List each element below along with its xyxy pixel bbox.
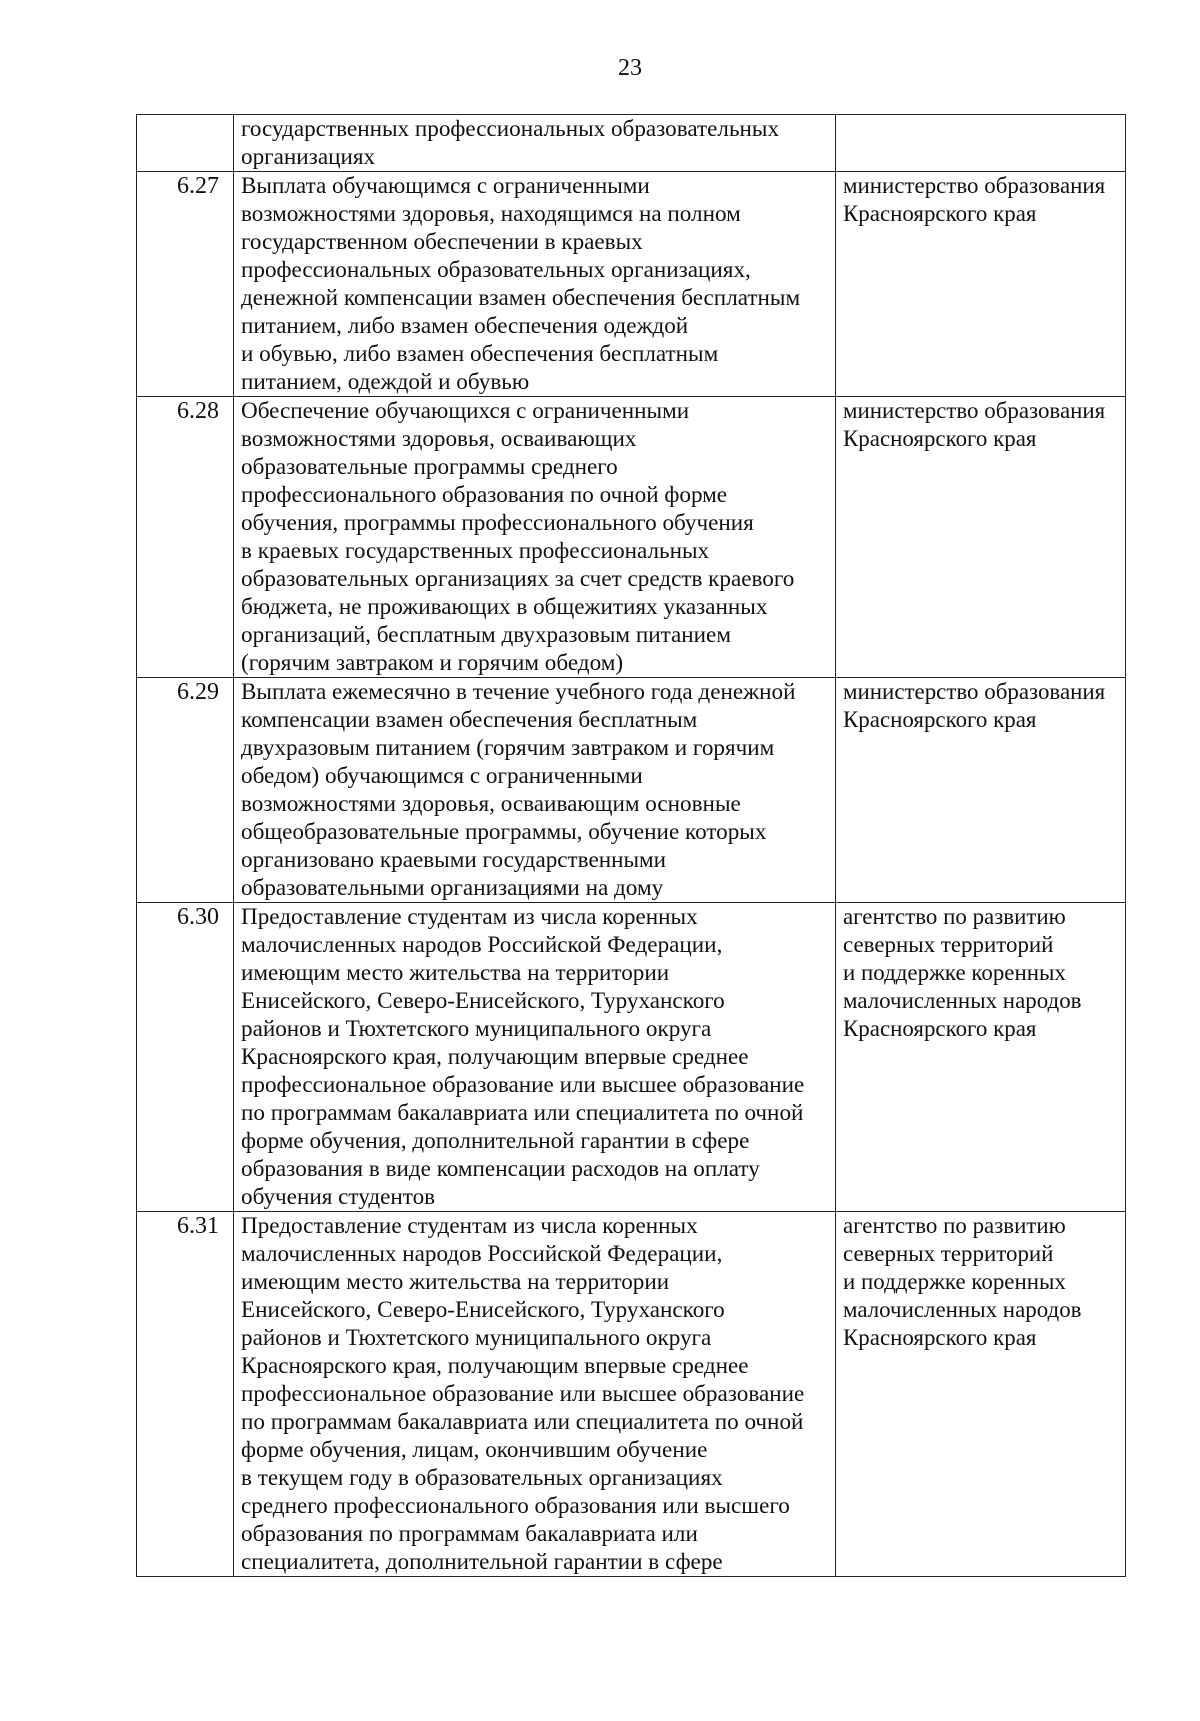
description-line: Енисейского, Северо-Енисейского, Туруханского [241, 988, 725, 1014]
measure-description [234, 678, 836, 903]
agency-line: министерство образования [843, 398, 1106, 424]
responsible-agency [836, 397, 1126, 678]
description-line: Предоставление студентам из числа коренных [241, 1213, 698, 1239]
measure-description [234, 115, 836, 172]
description-line: организовано краевыми государственными [241, 847, 667, 873]
measures-table [136, 114, 1126, 1577]
agency-line: малочисленных народов [843, 1297, 1082, 1323]
description-line: общеобразовательные программы, обучение которых [241, 819, 767, 845]
description-line: Енисейского, Северо-Енисейского, Туруханского [241, 1297, 725, 1323]
description-line: форме обучения, лицам, окончившим обучение [241, 1437, 708, 1463]
agency-line: агентство по развитию [843, 1213, 1066, 1239]
table-row [137, 172, 1126, 397]
agency-line: Красноярского края [843, 201, 1037, 227]
item-number: 6.30 [137, 903, 234, 1212]
description-line: Красноярского края, получающим впервые среднее [241, 1353, 749, 1379]
description-line: и обувью, либо взамен обеспечения бесплатным [241, 341, 719, 367]
description-line: (горячим завтраком и горячим обедом) [241, 650, 624, 676]
table-row [137, 397, 1126, 678]
description-line: образования по программам бакалавриата или [241, 1521, 698, 1547]
description-line: образовательные программы среднего [241, 454, 618, 480]
item-number: 6.28 [137, 397, 234, 678]
item-number [137, 115, 234, 172]
agency-line: Красноярского края [843, 1325, 1037, 1351]
table-row [137, 1212, 1126, 1577]
agency-line: и поддержке коренных [843, 1269, 1066, 1295]
description-line: малочисленных народов Российской Федерации, [241, 1241, 723, 1267]
description-line: среднего профессионального образования или высшего [241, 1493, 790, 1519]
agency-line: Красноярского края [843, 707, 1037, 733]
item-number: 6.27 [137, 172, 234, 397]
item-number: 6.29 [137, 678, 234, 903]
description-line: по программам бакалавриата или специалитета по очной [241, 1409, 804, 1435]
description-line: в текущем году в образовательных организациях [241, 1465, 723, 1491]
description-line: возможностями здоровья, осваивающим основные [241, 791, 741, 817]
description-line: бюджета, не проживающих в общежитиях указанных [241, 594, 768, 620]
agency-line: агентство по развитию [843, 904, 1066, 930]
description-line: государственном обеспечении в краевых [241, 229, 643, 255]
responsible-agency [836, 172, 1126, 397]
description-line: организаций, бесплатным двухразовым питанием [241, 622, 731, 648]
agency-line: северных территорий [843, 1241, 1054, 1267]
description-line: Предоставление студентам из числа коренных [241, 904, 698, 930]
description-line: профессиональное образование или высшее образование [241, 1381, 805, 1407]
description-line: возможностями здоровья, находящимся на полном [241, 201, 741, 227]
table-row [137, 903, 1126, 1212]
agency-line: Красноярского края [843, 426, 1037, 452]
description-line: по программам бакалавриата или специалитета по очной [241, 1100, 804, 1126]
agency-line: малочисленных народов [843, 988, 1082, 1014]
description-line: Выплата ежемесячно в течение учебного года денежной [241, 679, 796, 705]
description-line: обучения студентов [241, 1184, 436, 1210]
responsible-agency [836, 903, 1126, 1212]
description-line: районов и Тюхтетского муниципального округа [241, 1325, 712, 1351]
description-line: возможностями здоровья, осваивающих [241, 426, 637, 452]
measure-description [234, 903, 836, 1212]
table-row [137, 115, 1126, 172]
description-line: малочисленных народов Российской Федерации, [241, 932, 723, 958]
description-line: специалитета, дополнительной гарантии в сфере [241, 1549, 723, 1575]
agency-line: министерство образования [843, 173, 1106, 199]
description-line: имеющим место жительства на территории [241, 960, 670, 986]
measure-description [234, 172, 836, 397]
description-line: Выплата обучающимся с ограниченными [241, 173, 650, 199]
measure-description [234, 397, 836, 678]
description-line: форме обучения, дополнительной гарантии в сфере [241, 1128, 750, 1154]
description-line: денежной компенсации взамен обеспечения бесплатным [241, 285, 801, 311]
measure-description [234, 1212, 836, 1577]
description-line: образования в виде компенсации расходов на оплату [241, 1156, 760, 1182]
description-line: в краевых государственных профессиональных [241, 538, 710, 564]
description-line: Красноярского края, получающим впервые среднее [241, 1044, 749, 1070]
description-line: профессиональных образовательных организациях, [241, 257, 751, 283]
description-line: обедом) обучающимся с ограниченными [241, 763, 643, 789]
description-line: профессиональное образование или высшее образование [241, 1072, 805, 1098]
description-line: образовательных организациях за счет средств краевого [241, 566, 795, 592]
description-line: районов и Тюхтетского муниципального округа [241, 1016, 712, 1042]
description-line: питанием, одеждой и обувью [241, 369, 530, 395]
description-line: профессионального образования по очной форме [241, 482, 728, 508]
agency-line: и поддержке коренных [843, 960, 1066, 986]
description-line: организациях [241, 144, 376, 170]
responsible-agency [836, 115, 1126, 172]
agency-line: министерство образования [843, 679, 1106, 705]
description-line: Обеспечение обучающихся с ограниченными [241, 398, 690, 424]
description-line: обучения, программы профессионального обучения [241, 510, 754, 536]
page-number: 23 [618, 55, 642, 81]
description-line: компенсации взамен обеспечения бесплатным [241, 707, 698, 733]
agency-line: северных территорий [843, 932, 1054, 958]
item-number: 6.31 [137, 1212, 234, 1577]
description-line: имеющим место жительства на территории [241, 1269, 670, 1295]
description-line: двухразовым питанием (горячим завтраком и горячим [241, 735, 775, 761]
description-line: образовательными организациями на дому [241, 875, 664, 901]
responsible-agency [836, 1212, 1126, 1577]
responsible-agency [836, 678, 1126, 903]
table-body [137, 115, 1126, 1577]
description-line: государственных профессиональных образовательных [241, 116, 780, 142]
table-row [137, 678, 1126, 903]
description-line: питанием, либо взамен обеспечения одеждой [241, 313, 689, 339]
agency-line: Красноярского края [843, 1016, 1037, 1042]
